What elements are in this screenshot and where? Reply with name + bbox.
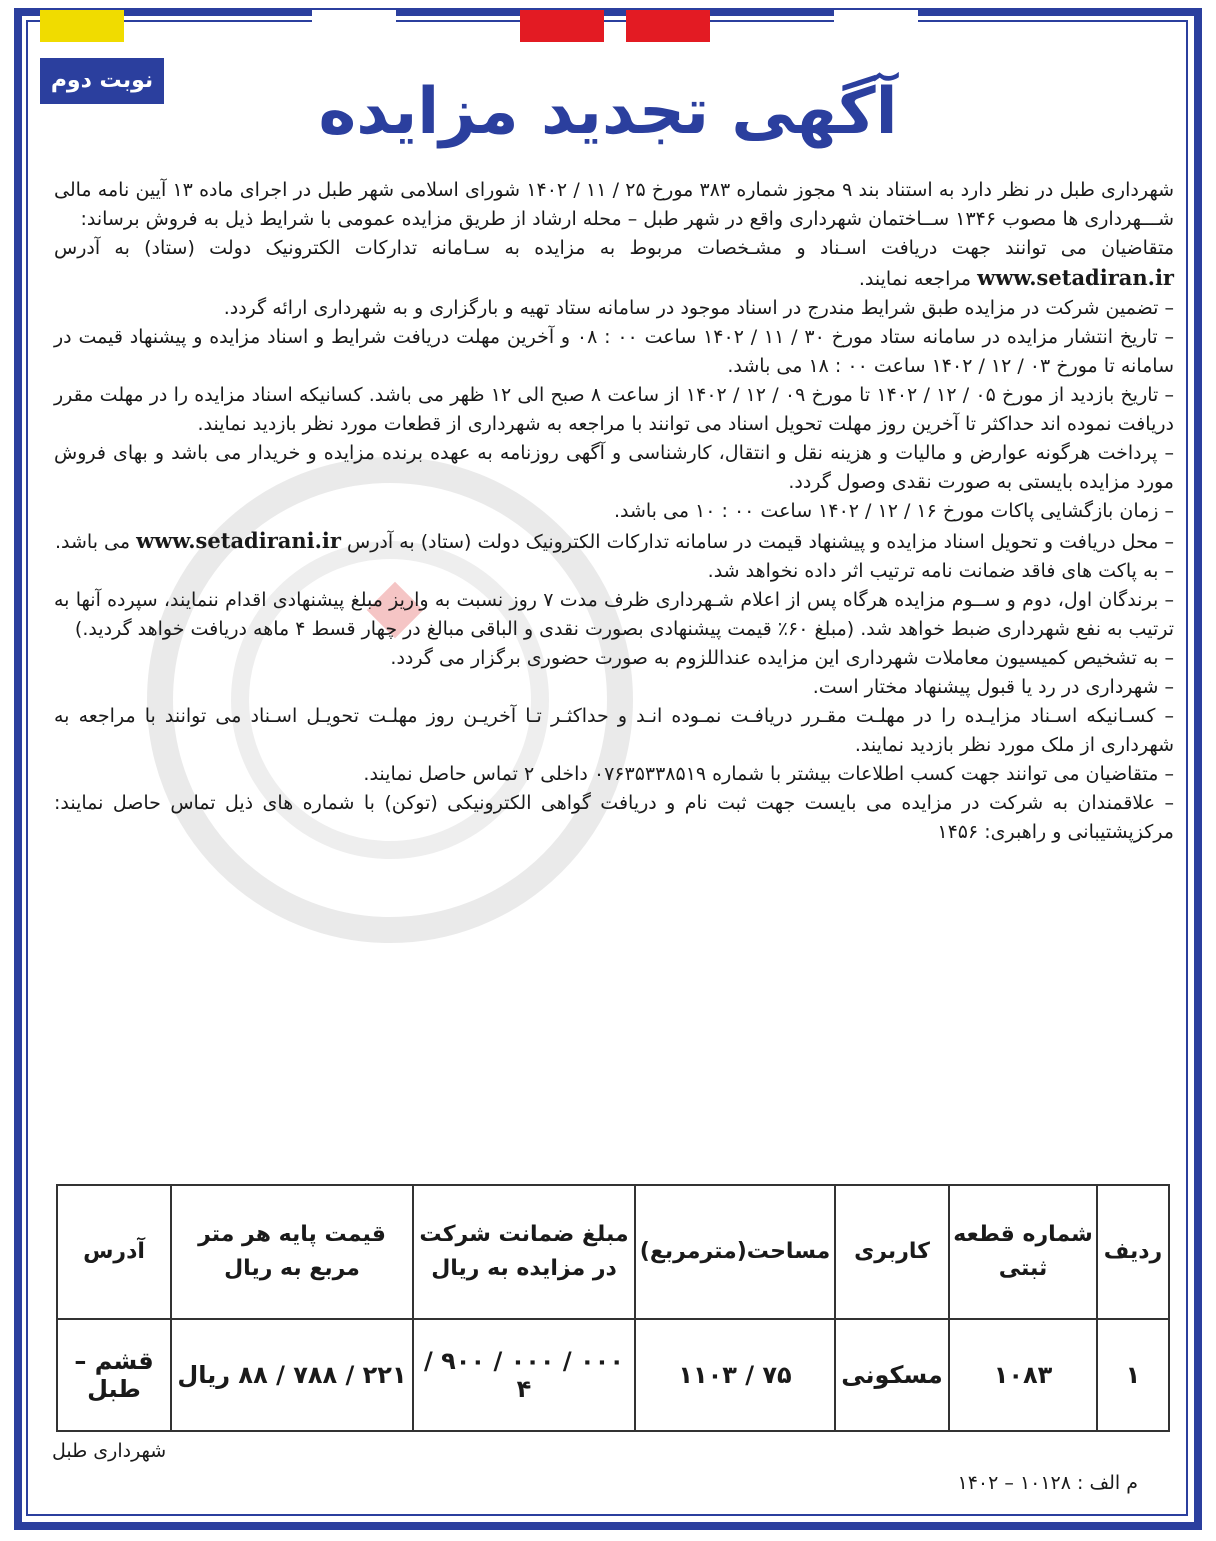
condition-item: – تاریخ انتشار مزایده در سامانه ستاد مورخ ۳۰ / ۱۱ / ۱۴۰۲ ساعت ۰۰ : ۰۸ و آخرین مهلت دریافت شرایط و اسناد مزایده و پیشنهاد قیمت در سامانه تا مورخ ۰۳ / ۱۲ / ۱۴۰۲ ساعت ۰۰ : ۱۸ می باشد. xyxy=(54,326,1174,377)
condition-item: – به پاکت های فاقد ضمانت نامه ترتیب اثر داده نخواهد شد. xyxy=(707,560,1174,582)
col-usage: کاربری xyxy=(835,1185,949,1319)
condition-item xyxy=(54,526,1174,557)
condition-item: – به تشخیص کمیسیون معاملات شهرداری این مزایده عنداللزوم به صورت حضوری برگزار می گردد. xyxy=(390,647,1174,669)
color-bar-red xyxy=(520,10,604,42)
condition-item: – متقاضیان می توانند جهت کسب اطلاعات بیشتر با شماره ۰۷۶۳۵۳۳۸۵۱۹ داخلی ۲ تماس حاصل نمایند. xyxy=(363,763,1174,785)
table-row xyxy=(57,1319,1169,1431)
condition-item: – زمان بازگشایی پاکات مورخ ۱۶ / ۱۲ / ۱۴۰۲ ساعت ۰۰ : ۱۰ می باشد. xyxy=(613,500,1174,522)
col-parcel-number: شماره قطعه ثبتی xyxy=(949,1185,1097,1319)
property-table xyxy=(56,1184,1170,1432)
intro-paragraph: شهرداری طبل در نظر دارد به استناد بند ۹ مجوز شماره ۳۸۳ مورخ ۲۵ / ۱۱ / ۱۴۰۲ شورای اسلامی شهر طبل در اجرای ماده ۱۳ آیین نامه مالی شـــهرداری ها مصوب ۱۳۴۶ ســاختمان شهرداری واقع در شهر طبل – محله ارشاد از طریق مزایده عمومی با شرایط ذیل به فروش برساند: xyxy=(54,179,1175,230)
cell-parcel-number: ۱۰۸۳ xyxy=(949,1319,1097,1431)
color-bar-red xyxy=(626,10,710,42)
condition-item: – کسـانیکه اسـناد مزایـده را در مهلـت مقـرر دریافـت نمـوده انـد و حداکثـر تـا آخریـن روز مهلـت تحویـل اسـناد می توانند با مراجعه به شهرداری از ملک مورد نظر بازدید نمایند. xyxy=(54,705,1174,756)
col-area: مساحت(مترمربع) xyxy=(635,1185,835,1319)
delivery-text: – محل دریافت و تحویل اسناد مزایده و پیشنهاد قیمت در سامانه تدارکات الکترونیک دولت (ستاد) به آدرس xyxy=(347,531,1174,553)
publication-code: م الف : ۱۰۱۲۸ – ۱۴۰۲ xyxy=(957,1472,1138,1494)
delivery-end-text: می باشد. xyxy=(55,531,131,553)
condition-item: – علاقمندان به شرکت در مزایده می بایست جهت ثبت نام و دریافت گواهی الکترونیکی (توکن) با شماره های ذیل تماس حاصل نمایند: مرکزپشتیبانی و راهبری: ۱۴۵۶ xyxy=(54,792,1174,843)
condition-item: – برندگان اول، دوم و ســوم مزایده هرگاه پس از اعلام شـهرداری ظرف مدت ۷ روز نسبت به واریز مبلغ پیشنهادی اقدام ننمایند، سپرده آنها به ترتیب به نفع شهرداری ضبط خواهد شد. (مبلغ ۶۰٪ قیمت پیشنهادی بصورت نقدی و الباقی مبالغ در چهار قسط ۴ ماهه دریافت خواهد گردید.) xyxy=(54,589,1174,640)
cell-guarantee: ۰۰۰ / ۰۰۰ / ۹۰۰ / ۴ xyxy=(413,1319,635,1431)
condition-item: – تاریخ بازدید از مورخ ۰۵ / ۱۲ / ۱۴۰۲ تا مورخ ۰۹ / ۱۲ / ۱۴۰۲ از ساعت ۸ صبح الی ۱۲ ظهر می باشد. کسانیکه اسناد مزایده را در مهلت مقرر دریافت نموده اند حداکثر تا آخرین روز مهلت تحویل اسناد می توانند با مراجعه به شهرداری از قطعات مورد نظر بازدید نمایند. xyxy=(54,384,1175,435)
condition-item: – شهرداری در رد یا قبول پیشنهاد مختار است. xyxy=(812,676,1174,698)
cell-usage: مسکونی xyxy=(835,1319,949,1431)
col-row-number: ردیف xyxy=(1097,1185,1169,1319)
col-base-price: قیمت پایه هر متر مربع به ریال xyxy=(171,1185,413,1319)
cell-area: ۷۵ / ۱۱۰۳ xyxy=(635,1319,835,1431)
color-bar-yellow xyxy=(40,10,124,42)
setad-link-2[interactable]: www.setadirani.ir xyxy=(136,528,341,553)
cell-address: قشم – طبل xyxy=(57,1319,171,1431)
col-address: آدرس xyxy=(57,1185,171,1319)
condition-item: – تضمین شرکت در مزایده طبق شرایط مندرج در اسناد موجود در سامانه ستاد تهیه و بارگزاری و به شهرداری ارائه گردد. xyxy=(223,297,1174,319)
notice-body xyxy=(54,176,1174,847)
table-header-row xyxy=(57,1185,1169,1319)
cell-base-price: ۲۲۱ / ۷۸۸ / ۸۸ ریال xyxy=(171,1319,413,1431)
setad-link[interactable]: www.setadiran.ir xyxy=(977,265,1174,290)
notice-title: آگهی تجدید مزایده xyxy=(318,75,898,149)
color-bar-white xyxy=(834,10,918,42)
setad-paragraph xyxy=(54,234,1174,294)
round-badge: نوبت دوم xyxy=(40,58,164,104)
col-guarantee: مبلغ ضمانت شرکت در مزایده به ریال xyxy=(413,1185,635,1319)
condition-item: – پرداخت هرگونه عوارض و مالیات و هزینه نقل و انتقال، کارشناسی و آگهی روزنامه به عهده برنده مزایده و خریدار می باشد و بهای فروش مورد مزایده بایستی به صورت نقدی وصول گردد. xyxy=(54,442,1174,493)
cell-row-number: ۱ xyxy=(1097,1319,1169,1431)
signature: شهرداری طبل xyxy=(52,1440,167,1462)
color-bar-white xyxy=(312,10,396,42)
setad-end-text: مراجعه نمایند. xyxy=(858,268,972,290)
setad-text: متقاضیان می توانند جهت دریافت اسـناد و مشـخصات مربوط به مزایده به سـامانه تدارکات الکترونیک دولت (ستاد) به آدرس xyxy=(54,237,1174,259)
